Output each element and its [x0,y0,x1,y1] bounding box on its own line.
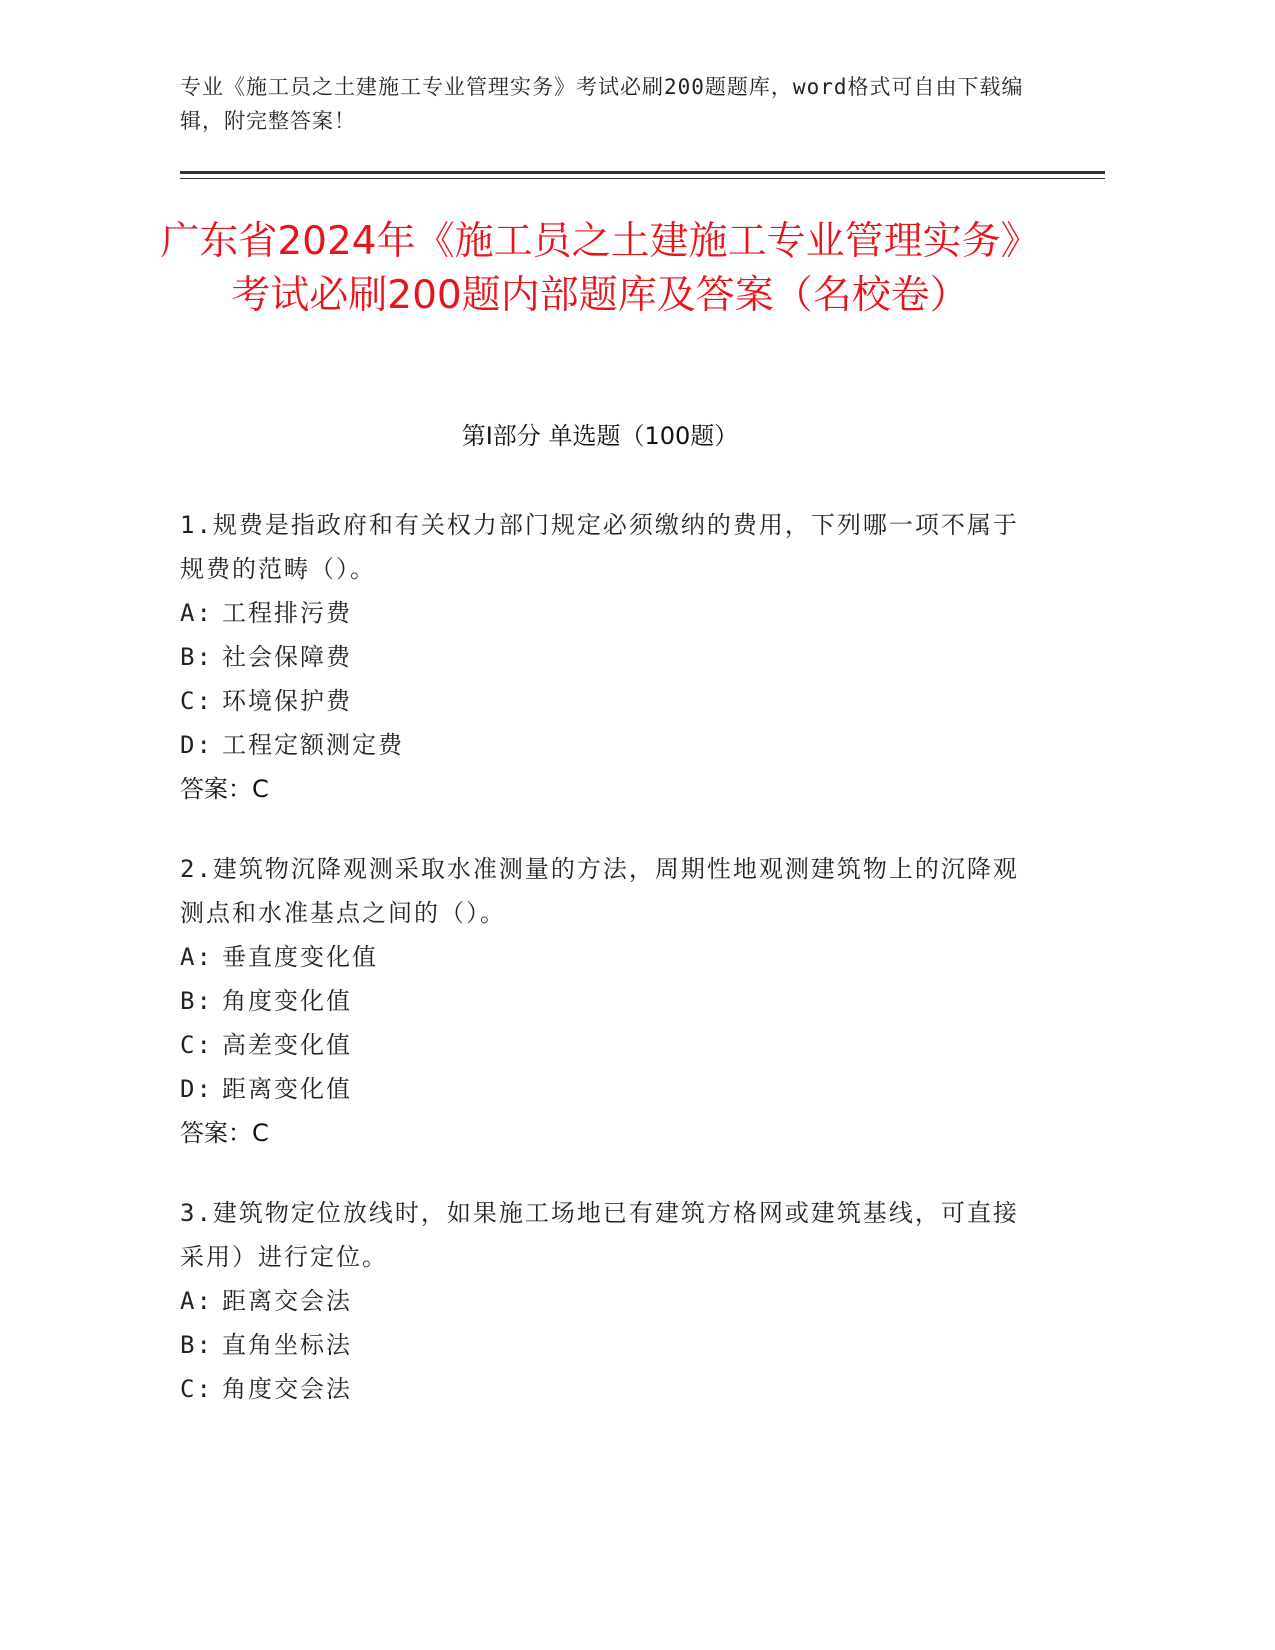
header-note: 专业《施工员之土建施工专业管理实务》考试必刷200题题库，word格式可自由下载编辑，附完整答案！ [180,75,1024,133]
option-key: B: [180,643,213,671]
question-list [180,503,1020,1447]
option-text: 垂直度变化值 [222,943,378,971]
option-text: 工程定额测定费 [222,731,404,759]
option-text: 高差变化值 [222,1031,352,1059]
option-key: A: [180,599,213,627]
question-option [180,1323,1020,1367]
question-option [180,635,1020,679]
question-stem: 3.建筑物定位放线时，如果施工场地已有建筑方格网或建筑基线，可直接采用）进行定位。 [180,1199,1019,1271]
question-option [180,935,1020,979]
option-text: 角度交会法 [222,1375,352,1403]
option-text: 距离交会法 [222,1287,352,1315]
question-item [180,1191,1020,1411]
question-item [180,847,1020,1155]
option-text: 角度变化值 [222,987,352,1015]
question-option [180,723,1020,767]
question-option [180,591,1020,635]
header-rule-thick [180,171,1105,174]
option-key: B: [180,1331,213,1359]
question-stem: 1.规费是指政府和有关权力部门规定必须缴纳的费用，下列哪一项不属于规费的范畴（）。 [180,511,1019,583]
question-answer: 答案：C [180,1119,269,1147]
option-text: 工程排污费 [222,599,352,627]
option-key: A: [180,943,213,971]
question-option [180,1279,1020,1323]
option-text: 距离变化值 [222,1075,352,1103]
option-key: A: [180,1287,213,1315]
document-title: 广东省2024年《施工员之土建施工专业管理实务》考试必刷200题内部题库及答案（名校卷） [160,219,1040,318]
question-answer: 答案：C [180,775,269,803]
header-rule-thin [180,178,1105,179]
option-key: C: [180,1375,213,1403]
question-option [180,1367,1020,1411]
question-option [180,979,1020,1023]
option-key: D: [180,1075,213,1103]
option-text: 环境保护费 [222,687,352,715]
option-text: 直角坐标法 [222,1331,352,1359]
section-heading: 第Ⅰ部分 单选题（100题） [461,422,739,450]
question-stem: 2.建筑物沉降观测采取水准测量的方法，周期性地观测建筑物上的沉降观测点和水准基点之间的（）。 [180,855,1019,927]
option-key: D: [180,731,213,759]
option-key: C: [180,1031,213,1059]
question-option [180,1067,1020,1111]
option-key: C: [180,687,213,715]
option-text: 社会保障费 [222,643,352,671]
option-key: B: [180,987,213,1015]
question-option [180,679,1020,723]
question-item [180,503,1020,811]
question-option [180,1023,1020,1067]
